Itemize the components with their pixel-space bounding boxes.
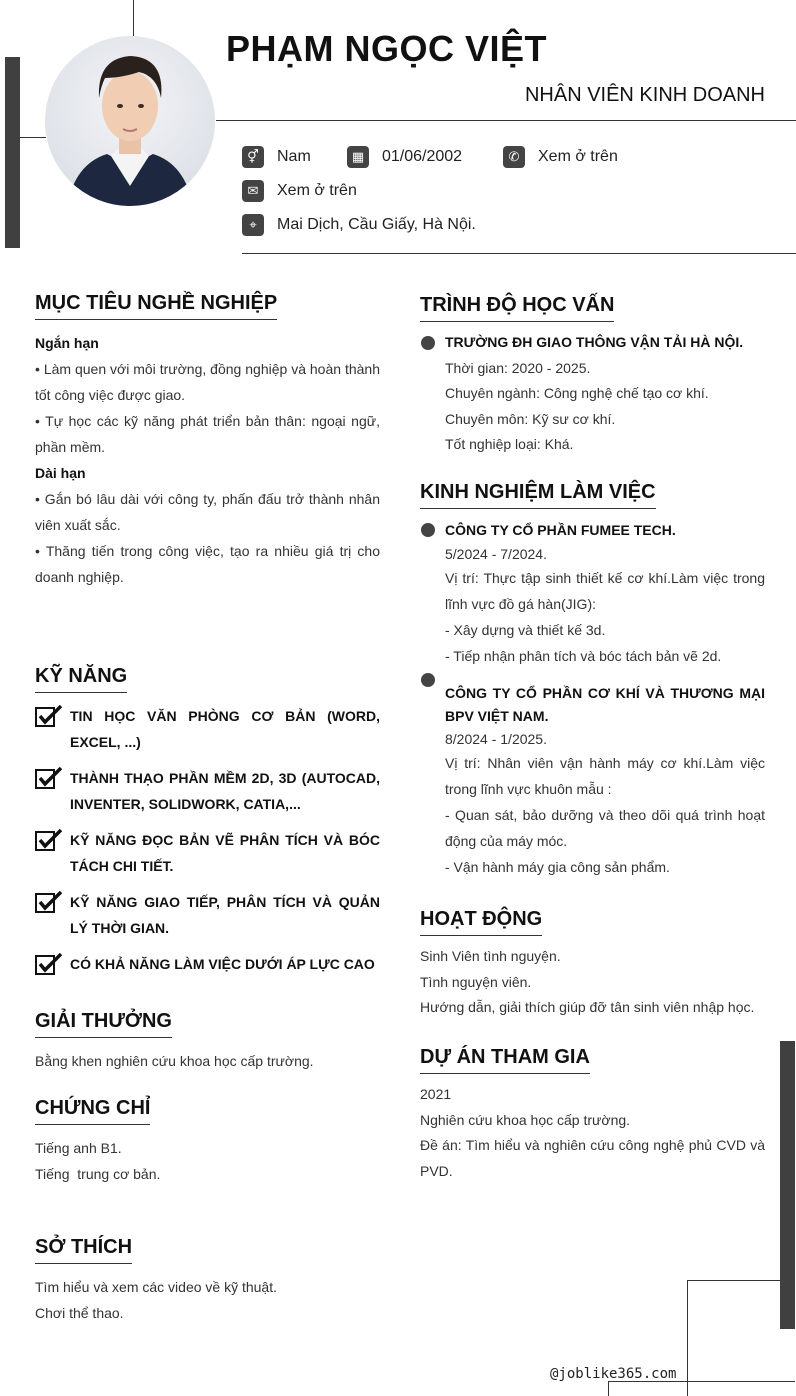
education-line: Chuyên ngành: Công nghệ chế tạo cơ khí. xyxy=(445,385,709,401)
checkbox-icon xyxy=(35,829,63,851)
certificate-item: Tiếng trung cơ bản. xyxy=(35,1166,161,1182)
job-line: Vị trí: Thực tập sinh thiết kế cơ khí.Làm việc trong lĩnh vực đồ gá hàn(JIG): xyxy=(445,570,765,612)
project-item: Đề án: Tìm hiểu và nghiên cứu công nghệ phủ CVD và PVD. xyxy=(420,1137,765,1179)
education-title: TRÌNH ĐỘ HỌC VẤN xyxy=(420,294,614,322)
projects-title: DỰ ÁN THAM GIA xyxy=(420,1046,590,1074)
school-name: TRƯỜNG ĐH GIAO THÔNG VẬN TẢI HÀ NỘI. xyxy=(445,334,744,350)
hobby-item: Tìm hiểu và xem các video về kỹ thuật. xyxy=(35,1279,277,1295)
job-line: Vị trí: Nhân viên vận hành máy cơ khí.Làm việc trong lĩnh vực khuôn mẫu : xyxy=(445,755,765,797)
awards-title: GIẢI THƯỞNG xyxy=(35,1010,172,1038)
experience-bullet xyxy=(421,673,435,687)
objective-short-item: • Làm quen với môi trường, đồng nghiệp và hoàn thành tốt công việc được giao. xyxy=(35,361,380,403)
hobbies-body xyxy=(35,1274,380,1326)
job-title: NHÂN VIÊN KINH DOANH xyxy=(524,84,765,106)
hobby-item: Chơi thể thao. xyxy=(35,1305,124,1321)
birthday-value: 01/06/2002 xyxy=(382,148,463,165)
checkbox-icon xyxy=(35,891,63,913)
activity-item: Tình nguyện viên. xyxy=(420,973,532,990)
address-value: Mai Dịch, Cầu Giấy, Hà Nội. xyxy=(277,216,476,233)
activities-title: HOẠT ĐỘNG xyxy=(420,908,542,936)
left-horizontal-line xyxy=(20,137,46,138)
objective-short-item: • Tự học các kỹ năng phát triển bản thân: ngoại ngữ, phần mềm. xyxy=(35,413,380,455)
calendar-icon: ▦ xyxy=(347,146,369,168)
job-line: - Xây dựng và thiết kế 3d. xyxy=(445,622,606,638)
objective-short-label: Ngắn hạn xyxy=(35,335,99,351)
experience-bullet xyxy=(421,523,435,537)
header-divider-top xyxy=(216,120,796,121)
award-item: Bằng khen nghiên cứu khoa học cấp trường. xyxy=(35,1053,314,1069)
bottom-box-left xyxy=(687,1280,688,1396)
job-line: - Vận hành máy gia công sản phẩm. xyxy=(445,859,670,875)
education-line: Chuyên môn: Kỹ sư cơ khí. xyxy=(445,410,616,427)
job-line: - Quan sát, bảo dưỡng và theo dõi quá trình hoạt động của máy móc. xyxy=(445,807,765,849)
avatar xyxy=(45,36,215,206)
bottom-box-tick xyxy=(608,1381,609,1396)
awards-body xyxy=(35,1048,380,1074)
info-address xyxy=(242,214,476,236)
company-name: CÔNG TY CỔ PHẦN CƠ KHÍ VÀ THƯƠNG MẠI BPV VIỆT NAM. xyxy=(445,685,765,724)
checkbox-icon xyxy=(35,705,63,727)
info-birthday xyxy=(347,146,462,168)
objective-long-item: • Thăng tiến trong công việc, tạo ra nhiều giá trị cho doanh nghiệp. xyxy=(35,543,380,585)
right-accent-bar xyxy=(780,1041,795,1329)
experience-title: KINH NGHIỆM LÀM VIỆC xyxy=(420,481,656,509)
left-accent-bar xyxy=(5,57,20,248)
candidate-name: PHẠM NGỌC VIỆT xyxy=(226,28,548,69)
info-gender xyxy=(242,146,311,168)
skill-label: CÓ KHẢ NĂNG LÀM VIỆC DƯỚI ÁP LỰC CAO xyxy=(70,956,375,972)
info-email xyxy=(242,180,357,202)
skill-item xyxy=(35,703,380,755)
certificates-body xyxy=(35,1135,380,1187)
job-line: - Tiếp nhận phân tích và bóc tách bản vẽ 2d. xyxy=(445,648,722,664)
skill-label: KỸ NĂNG ĐỌC BẢN VẼ PHÂN TÍCH VÀ BÓC TÁCH CHI TIẾT. xyxy=(70,832,380,874)
experience-job-1 xyxy=(445,517,765,669)
projects-body xyxy=(420,1082,765,1184)
portrait-illustration xyxy=(45,36,215,206)
certificate-item: Tiếng anh B1. xyxy=(35,1140,122,1156)
checkbox-icon xyxy=(35,953,63,975)
info-phone xyxy=(503,146,618,168)
phone-value: Xem ở trên xyxy=(538,148,618,165)
activity-item: Hướng dẫn, giải thích giúp đỡ tân sinh viên nhập học. xyxy=(420,999,755,1015)
header-divider-bottom xyxy=(242,253,796,254)
email-icon: ✉ xyxy=(242,180,264,202)
education-body xyxy=(445,330,765,458)
skill-item xyxy=(35,827,380,879)
objective-title: MỤC TIÊU NGHỀ NGHIỆP xyxy=(35,292,277,320)
hobbies-title: SỞ THÍCH xyxy=(35,1236,132,1264)
project-item: Nghiên cứu khoa học cấp trường. xyxy=(420,1111,631,1128)
skill-item xyxy=(35,765,380,817)
location-icon: ⌖ xyxy=(242,214,264,236)
skill-item xyxy=(35,951,380,977)
experience-job-2 xyxy=(445,682,765,880)
objective-long-label: Dài hạn xyxy=(35,465,86,481)
email-value: Xem ở trên xyxy=(277,182,357,199)
top-vertical-line xyxy=(133,0,134,36)
skill-label: KỸ NĂNG GIAO TIẾP, PHÂN TÍCH VÀ QUẢN LÝ THỜI GIAN. xyxy=(70,894,380,936)
company-name: CÔNG TY CỔ PHẦN FUMEE TECH. xyxy=(445,522,676,538)
activity-item: Sinh Viên tình nguyện. xyxy=(420,948,561,964)
project-year: 2021 xyxy=(420,1086,452,1102)
phone-icon: ✆ xyxy=(503,146,525,168)
activities-body xyxy=(420,944,765,1021)
job-period: 5/2024 - 7/2024. xyxy=(445,546,547,562)
education-line: Tốt nghiệp loại: Khá. xyxy=(445,436,574,452)
skills-title: KỸ NĂNG xyxy=(35,665,127,693)
objective-body xyxy=(35,330,380,590)
education-bullet xyxy=(421,336,435,350)
gender-icon: ⚥ xyxy=(242,146,264,168)
gender-value: Nam xyxy=(277,148,311,165)
certificates-title: CHỨNG CHỈ xyxy=(35,1097,150,1125)
skill-item xyxy=(35,889,380,941)
watermark: @joblike365.com xyxy=(550,1366,677,1382)
education-line: Thời gian: 2020 - 2025. xyxy=(445,359,591,376)
objective-long-item: • Gắn bó lâu dài với công ty, phấn đấu trở thành nhân viên xuất sắc. xyxy=(35,491,380,533)
skill-label: THÀNH THẠO PHẦN MỀM 2D, 3D (AUTOCAD, INVENTER, SOLIDWORK, CATIA,... xyxy=(70,770,380,812)
bottom-box-top xyxy=(687,1280,780,1281)
job-period: 8/2024 - 1/2025. xyxy=(445,731,547,747)
skill-label: TIN HỌC VĂN PHÒNG CƠ BẢN (WORD, EXCEL, ...) xyxy=(70,708,380,750)
checkbox-icon xyxy=(35,767,63,789)
